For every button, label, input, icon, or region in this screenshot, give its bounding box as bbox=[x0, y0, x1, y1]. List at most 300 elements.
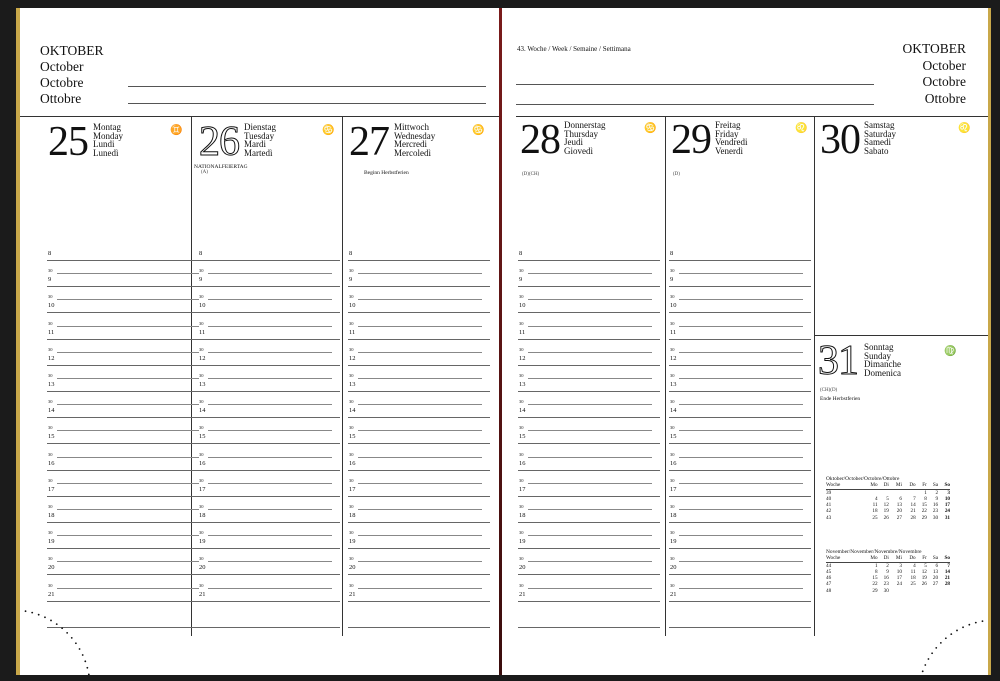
hour-label: 19 bbox=[349, 538, 356, 546]
half-hour-line bbox=[679, 561, 803, 562]
mini-calendar-week-row bbox=[826, 515, 950, 521]
half-hour-label: 30 bbox=[48, 320, 53, 326]
hour-label: 19 bbox=[48, 538, 55, 546]
hour-line bbox=[669, 496, 811, 497]
mini-calendar-day-cell: 5 bbox=[924, 562, 927, 569]
half-hour-label: 30 bbox=[199, 320, 204, 326]
mini-calendar-day-cell: 30 bbox=[932, 514, 939, 521]
hour-label: 18 bbox=[349, 512, 356, 519]
month-name-3: Ottobre bbox=[924, 90, 966, 106]
half-hour-label: 30 bbox=[199, 294, 204, 300]
day-number: 26 bbox=[199, 119, 239, 165]
half-hour-line bbox=[57, 535, 199, 536]
mini-calendar-header-cell: Woche bbox=[826, 482, 862, 489]
hour-label: 16 bbox=[670, 459, 677, 467]
half-hour-line bbox=[679, 299, 803, 300]
half-hour-label: 30 bbox=[349, 477, 354, 483]
half-hour-line bbox=[208, 483, 332, 484]
half-hour-label: 30 bbox=[48, 268, 53, 274]
hour-line bbox=[47, 470, 207, 471]
mini-calendar-header-cell: Do bbox=[902, 555, 916, 562]
hour-label: 12 bbox=[199, 354, 206, 362]
hour-line bbox=[47, 286, 207, 287]
mini-calendar-day-cell: 12 bbox=[883, 502, 889, 509]
hour-line bbox=[669, 443, 811, 444]
hour-label: 11 bbox=[349, 328, 356, 336]
mini-calendar-day-cell: 41 bbox=[826, 502, 832, 509]
mini-calendar-day-cell: 12 bbox=[921, 568, 927, 575]
header-line bbox=[128, 86, 486, 87]
half-hour-label: 30 bbox=[519, 556, 524, 562]
half-hour-line bbox=[57, 326, 199, 327]
half-hour-line bbox=[528, 326, 652, 327]
half-hour-line bbox=[57, 457, 199, 458]
sunday-divider bbox=[814, 335, 988, 336]
day-name-2: Lundi bbox=[93, 139, 115, 150]
mini-calendar-day-cell: 28 bbox=[944, 581, 950, 588]
half-hour-line bbox=[358, 561, 482, 562]
half-hour-line bbox=[208, 299, 332, 300]
corner-dotted-arc bbox=[20, 588, 130, 675]
hour-line bbox=[198, 496, 340, 497]
header-line bbox=[516, 104, 874, 105]
half-hour-label: 30 bbox=[349, 268, 354, 274]
hour-line bbox=[348, 286, 490, 287]
hour-line bbox=[669, 260, 811, 261]
mini-calendar-day-cell: 27 bbox=[932, 581, 939, 588]
hour-label: 17 bbox=[199, 485, 206, 493]
mini-calendar-day-cell: 47 bbox=[826, 581, 832, 588]
half-hour-label: 30 bbox=[670, 294, 675, 300]
half-hour-line bbox=[208, 352, 332, 353]
mini-calendar-day-cell bbox=[862, 489, 878, 496]
half-hour-line bbox=[208, 273, 332, 274]
column-divider bbox=[814, 116, 815, 636]
half-hour-label: 30 bbox=[199, 503, 204, 509]
mini-calendar-header-cell: Mi bbox=[889, 555, 902, 562]
mini-calendar-day-cell: 26 bbox=[883, 514, 889, 521]
hour-label: 10 bbox=[519, 302, 526, 310]
header-line bbox=[128, 103, 486, 104]
hour-label: 16 bbox=[48, 459, 55, 467]
mini-calendar-day-cell bbox=[902, 489, 916, 496]
moon-phase-marker: (CH)(D) bbox=[820, 388, 838, 393]
hour-label: 15 bbox=[519, 433, 526, 441]
hour-line bbox=[47, 260, 207, 261]
mini-calendar-grid bbox=[826, 555, 950, 594]
half-hour-line bbox=[208, 430, 332, 431]
hour-label: 8 bbox=[48, 250, 52, 257]
hour-line bbox=[669, 548, 811, 549]
column-divider bbox=[342, 116, 343, 636]
hour-label: 12 bbox=[349, 354, 356, 362]
half-hour-label: 30 bbox=[349, 582, 354, 588]
half-hour-line bbox=[679, 588, 803, 589]
hour-label: 14 bbox=[349, 407, 356, 415]
mini-calendar-day-cell: 22 bbox=[921, 508, 927, 515]
hour-line bbox=[348, 260, 490, 261]
hour-line bbox=[47, 312, 207, 313]
half-hour-line bbox=[679, 273, 803, 274]
right-page bbox=[502, 8, 991, 675]
day-name-0: Donnerstag bbox=[564, 120, 606, 130]
half-hour-line bbox=[57, 299, 199, 300]
hour-label: 17 bbox=[519, 485, 526, 493]
mini-calendar-day-cell: 25 bbox=[872, 514, 878, 521]
half-hour-line bbox=[358, 509, 482, 510]
half-hour-line bbox=[358, 588, 482, 589]
hour-label: 20 bbox=[48, 564, 55, 572]
hour-label: 19 bbox=[199, 538, 206, 546]
hour-line bbox=[348, 417, 490, 418]
half-hour-label: 30 bbox=[349, 399, 354, 405]
mini-calendar-day-cell: 45 bbox=[826, 568, 832, 575]
hour-label: 9 bbox=[48, 276, 52, 284]
half-hour-label: 30 bbox=[670, 399, 675, 405]
mini-calendar-november bbox=[826, 549, 950, 594]
hour-line bbox=[348, 601, 490, 602]
hour-label: 19 bbox=[670, 538, 677, 546]
header-line bbox=[516, 84, 874, 85]
hour-label: 10 bbox=[670, 302, 677, 310]
mini-calendar-day-cell: 17 bbox=[944, 502, 950, 509]
hour-label: 16 bbox=[199, 459, 206, 467]
mini-calendar-day-cell: 11 bbox=[910, 568, 916, 575]
mini-calendar-day-cell: 1 bbox=[924, 489, 927, 496]
mini-calendar-day-cell: 8 bbox=[924, 495, 927, 502]
hour-line bbox=[47, 391, 207, 392]
hour-label: 16 bbox=[519, 459, 526, 467]
day-number: 27 bbox=[349, 119, 389, 165]
hour-label: 20 bbox=[199, 564, 206, 572]
hour-line bbox=[198, 548, 340, 549]
mini-calendar-day-cell: 40 bbox=[826, 495, 832, 502]
mini-calendar-week-row bbox=[826, 562, 950, 569]
mini-calendar-day-cell: 29 bbox=[921, 514, 927, 521]
hour-label: 18 bbox=[670, 512, 677, 519]
hour-line bbox=[348, 443, 490, 444]
mini-calendar-title: November/November/Novembre/Novembre bbox=[826, 549, 922, 555]
hour-line bbox=[198, 286, 340, 287]
day-name-3: Sabato bbox=[864, 145, 889, 156]
half-hour-label: 30 bbox=[48, 582, 53, 588]
hour-label: 11 bbox=[519, 328, 526, 336]
half-hour-label: 30 bbox=[349, 556, 354, 562]
mini-calendar-day-cell: 22 bbox=[872, 581, 878, 588]
hour-label: 9 bbox=[670, 276, 674, 284]
half-hour-line bbox=[358, 457, 482, 458]
mini-calendar-day-cell: 2 bbox=[886, 562, 889, 569]
day-name-1: Monday bbox=[93, 130, 123, 141]
day-name-2: Vendredi bbox=[715, 137, 748, 148]
half-hour-line bbox=[528, 535, 652, 536]
mini-calendar-day-cell: 25 bbox=[910, 581, 916, 588]
day-name-3: Lunedì bbox=[93, 147, 119, 158]
mini-calendar-day-cell: 39 bbox=[826, 489, 832, 496]
month-name-0: OKTOBER bbox=[40, 43, 104, 58]
half-hour-line bbox=[57, 483, 199, 484]
half-hour-label: 30 bbox=[519, 268, 524, 274]
half-hour-line bbox=[57, 561, 199, 562]
half-hour-label: 30 bbox=[48, 425, 53, 431]
zodiac-virgo-icon: ♍ bbox=[944, 346, 957, 357]
hour-label: 17 bbox=[670, 485, 677, 493]
mini-calendar-day-cell: 2 bbox=[935, 489, 939, 496]
half-hour-label: 30 bbox=[199, 582, 204, 588]
hour-line bbox=[348, 365, 490, 366]
half-hour-line bbox=[528, 378, 652, 379]
hour-line bbox=[47, 522, 207, 523]
mini-calendar-day-cell: 20 bbox=[932, 575, 939, 582]
hour-line bbox=[669, 286, 811, 287]
bottom-line bbox=[518, 627, 660, 628]
hour-label: 14 bbox=[670, 407, 677, 415]
hour-line bbox=[669, 470, 811, 471]
hour-line bbox=[47, 496, 207, 497]
half-hour-label: 30 bbox=[349, 320, 354, 326]
hour-line bbox=[518, 365, 660, 366]
half-hour-line bbox=[679, 457, 803, 458]
mini-calendar-day-cell: 24 bbox=[944, 508, 950, 515]
mini-calendar-day-cell: 42 bbox=[826, 508, 832, 515]
half-hour-line bbox=[208, 404, 332, 405]
hour-line bbox=[198, 417, 340, 418]
half-hour-label: 30 bbox=[199, 425, 204, 431]
mini-calendar-day-cell: 30 bbox=[883, 587, 889, 594]
day-number: 25 bbox=[48, 119, 88, 165]
half-hour-label: 30 bbox=[519, 477, 524, 483]
half-hour-line bbox=[679, 483, 803, 484]
hour-line bbox=[518, 443, 660, 444]
hour-label: 20 bbox=[519, 564, 526, 572]
day-name-3: Giovedì bbox=[564, 145, 593, 156]
mini-calendar-day-cell: 44 bbox=[826, 562, 832, 569]
half-hour-line bbox=[528, 483, 652, 484]
mini-calendar-day-cell: 9 bbox=[935, 495, 939, 502]
half-hour-label: 30 bbox=[48, 451, 53, 457]
hour-line bbox=[348, 496, 490, 497]
mini-calendar-day-cell bbox=[889, 588, 902, 594]
hour-label: 17 bbox=[349, 485, 356, 493]
half-hour-line bbox=[57, 273, 199, 274]
half-hour-label: 30 bbox=[199, 372, 204, 378]
mini-calendar-header bbox=[826, 555, 950, 562]
hour-label: 16 bbox=[349, 459, 356, 467]
hour-label: 18 bbox=[519, 512, 526, 519]
hour-line bbox=[518, 470, 660, 471]
mini-calendar-header-cell: Do bbox=[902, 482, 916, 489]
hour-line bbox=[518, 312, 660, 313]
half-hour-line bbox=[528, 273, 652, 274]
half-hour-line bbox=[358, 483, 482, 484]
zodiac-leo-icon: ♌ bbox=[795, 123, 808, 134]
day-note: NATIONALFEIERTAG bbox=[194, 164, 248, 170]
half-hour-line bbox=[528, 509, 652, 510]
half-hour-line bbox=[358, 326, 482, 327]
hour-label: 19 bbox=[519, 538, 526, 546]
mini-calendar-day-cell: 8 bbox=[875, 568, 878, 575]
month-name-2: Octobre bbox=[40, 75, 84, 90]
hour-label: 8 bbox=[519, 250, 523, 257]
hour-line bbox=[348, 548, 490, 549]
mini-calendar-day-cell: 3 bbox=[899, 562, 902, 569]
hour-label: 17 bbox=[48, 485, 55, 493]
hour-label: 14 bbox=[519, 407, 526, 415]
month-name-0: OKTOBER bbox=[902, 41, 966, 56]
hour-label: 13 bbox=[670, 381, 677, 388]
hour-label: 15 bbox=[670, 433, 677, 441]
hour-line bbox=[669, 417, 811, 418]
hour-line bbox=[198, 601, 340, 602]
hour-line bbox=[518, 391, 660, 392]
hour-line bbox=[669, 522, 811, 523]
mini-calendar-day-cell: 29 bbox=[872, 587, 878, 594]
hour-label: 9 bbox=[349, 276, 353, 284]
mini-calendar-header-cell: Woche bbox=[826, 555, 862, 562]
mini-calendar-header bbox=[826, 482, 950, 489]
month-name-1: October bbox=[40, 59, 84, 74]
half-hour-label: 30 bbox=[670, 346, 675, 352]
mini-calendar-header-cell: Sa bbox=[927, 555, 938, 562]
half-hour-line bbox=[208, 535, 332, 536]
hour-line bbox=[518, 260, 660, 261]
half-hour-line bbox=[679, 404, 803, 405]
mini-calendar-header-cell: Di bbox=[878, 482, 889, 489]
mini-calendar-day-cell: 18 bbox=[910, 575, 916, 582]
column-divider bbox=[665, 116, 666, 636]
half-hour-label: 30 bbox=[519, 530, 524, 536]
half-hour-label: 30 bbox=[670, 582, 675, 588]
mini-calendar-week-row bbox=[826, 588, 950, 594]
half-hour-line bbox=[208, 378, 332, 379]
half-hour-label: 30 bbox=[199, 399, 204, 405]
hour-line bbox=[348, 574, 490, 575]
mini-calendar-day-cell: 14 bbox=[944, 568, 950, 575]
half-hour-line bbox=[528, 561, 652, 562]
day-name-2: Mardi bbox=[244, 139, 266, 150]
hour-line bbox=[518, 522, 660, 523]
hour-label: 12 bbox=[519, 354, 526, 362]
mini-calendar-day-cell: 6 bbox=[899, 495, 902, 502]
hour-line bbox=[518, 417, 660, 418]
mini-calendar-header-cell: Di bbox=[878, 555, 889, 562]
half-hour-label: 30 bbox=[670, 530, 675, 536]
day-area-top-border bbox=[516, 116, 988, 117]
hour-line bbox=[47, 365, 207, 366]
half-hour-label: 30 bbox=[199, 268, 204, 274]
half-hour-line bbox=[528, 457, 652, 458]
day-name-1: Saturday bbox=[864, 128, 896, 139]
day-note: Beginn Herbstferien bbox=[364, 170, 409, 176]
half-hour-label: 30 bbox=[349, 451, 354, 457]
mini-calendar-day-cell: 4 bbox=[875, 495, 878, 502]
hour-line bbox=[47, 574, 207, 575]
half-hour-label: 30 bbox=[199, 556, 204, 562]
day-name-3: Venerdì bbox=[715, 145, 743, 156]
hour-label: 8 bbox=[349, 250, 353, 257]
hour-label: 21 bbox=[48, 590, 55, 598]
mini-calendar-day-cell bbox=[889, 489, 902, 496]
half-hour-label: 30 bbox=[519, 425, 524, 431]
hour-label: 18 bbox=[199, 512, 206, 519]
mini-calendar-day-cell: 23 bbox=[883, 581, 889, 588]
mini-calendar-header-cell: Fr bbox=[916, 555, 927, 562]
half-hour-label: 30 bbox=[349, 425, 354, 431]
day-name-2: Jeudi bbox=[564, 137, 583, 148]
mini-calendar-day-cell: 23 bbox=[932, 508, 939, 515]
hour-label: 15 bbox=[199, 433, 206, 441]
mini-calendar-day-cell: 7 bbox=[913, 495, 916, 502]
mini-calendar-day-cell: 7 bbox=[947, 562, 950, 569]
half-hour-line bbox=[679, 326, 803, 327]
hour-line bbox=[518, 496, 660, 497]
half-hour-label: 30 bbox=[670, 451, 675, 457]
half-hour-line bbox=[358, 535, 482, 536]
month-name-3: Ottobre bbox=[40, 91, 82, 106]
mini-calendar-day-cell: 5 bbox=[886, 495, 889, 502]
day-name-3: Martedì bbox=[244, 147, 273, 158]
mini-calendar-day-cell: 17 bbox=[896, 575, 902, 582]
mini-calendar-day-cell bbox=[916, 588, 927, 594]
day-name-2: Mercredi bbox=[394, 139, 427, 150]
mini-calendar-day-cell: 19 bbox=[883, 508, 889, 515]
half-hour-label: 30 bbox=[670, 477, 675, 483]
mini-calendar-day-cell: 43 bbox=[826, 514, 832, 521]
hour-label: 14 bbox=[199, 407, 206, 415]
half-hour-line bbox=[528, 352, 652, 353]
day-name-2: Samedi bbox=[864, 137, 891, 148]
day-name-1: Wednesday bbox=[394, 130, 436, 141]
day-name-1: Thursday bbox=[564, 128, 598, 139]
hour-label: 9 bbox=[199, 276, 203, 284]
left-page bbox=[16, 8, 504, 675]
half-hour-label: 30 bbox=[519, 503, 524, 509]
hour-label: 20 bbox=[670, 564, 677, 572]
mini-calendar-october bbox=[826, 476, 950, 521]
half-hour-line bbox=[528, 430, 652, 431]
mini-calendar-day-cell: 21 bbox=[944, 575, 950, 582]
half-hour-line bbox=[57, 404, 199, 405]
mini-calendar-week-row bbox=[826, 489, 950, 496]
hour-line bbox=[669, 365, 811, 366]
mini-calendar-header-cell: Mi bbox=[889, 482, 902, 489]
half-hour-label: 30 bbox=[349, 372, 354, 378]
mini-calendar-day-cell: 13 bbox=[896, 502, 902, 509]
half-hour-label: 30 bbox=[349, 530, 354, 536]
mini-calendar-day-cell: 19 bbox=[921, 575, 927, 582]
mini-calendar-day-cell: 1 bbox=[875, 562, 878, 569]
zodiac-cancer-icon: ♋ bbox=[472, 125, 485, 136]
half-hour-label: 30 bbox=[519, 320, 524, 326]
half-hour-label: 30 bbox=[48, 530, 53, 536]
day-name-0: Freitag bbox=[715, 120, 741, 130]
mini-calendar-day-cell: 16 bbox=[883, 575, 889, 582]
hour-line bbox=[669, 339, 811, 340]
day-name-0: Sonntag bbox=[864, 342, 894, 352]
half-hour-label: 30 bbox=[519, 582, 524, 588]
mini-calendar-day-cell: 13 bbox=[932, 568, 939, 575]
hour-line bbox=[518, 339, 660, 340]
day-number: 29 bbox=[671, 117, 711, 163]
half-hour-line bbox=[358, 430, 482, 431]
mini-calendar-day-cell: 9 bbox=[886, 568, 889, 575]
mini-calendar-day-cell: 21 bbox=[910, 508, 916, 515]
hour-line bbox=[198, 443, 340, 444]
moon-phase-marker: (D) bbox=[673, 172, 680, 177]
hour-label: 8 bbox=[670, 250, 674, 257]
corner-dotted-arc bbox=[878, 598, 988, 675]
half-hour-line bbox=[57, 509, 199, 510]
